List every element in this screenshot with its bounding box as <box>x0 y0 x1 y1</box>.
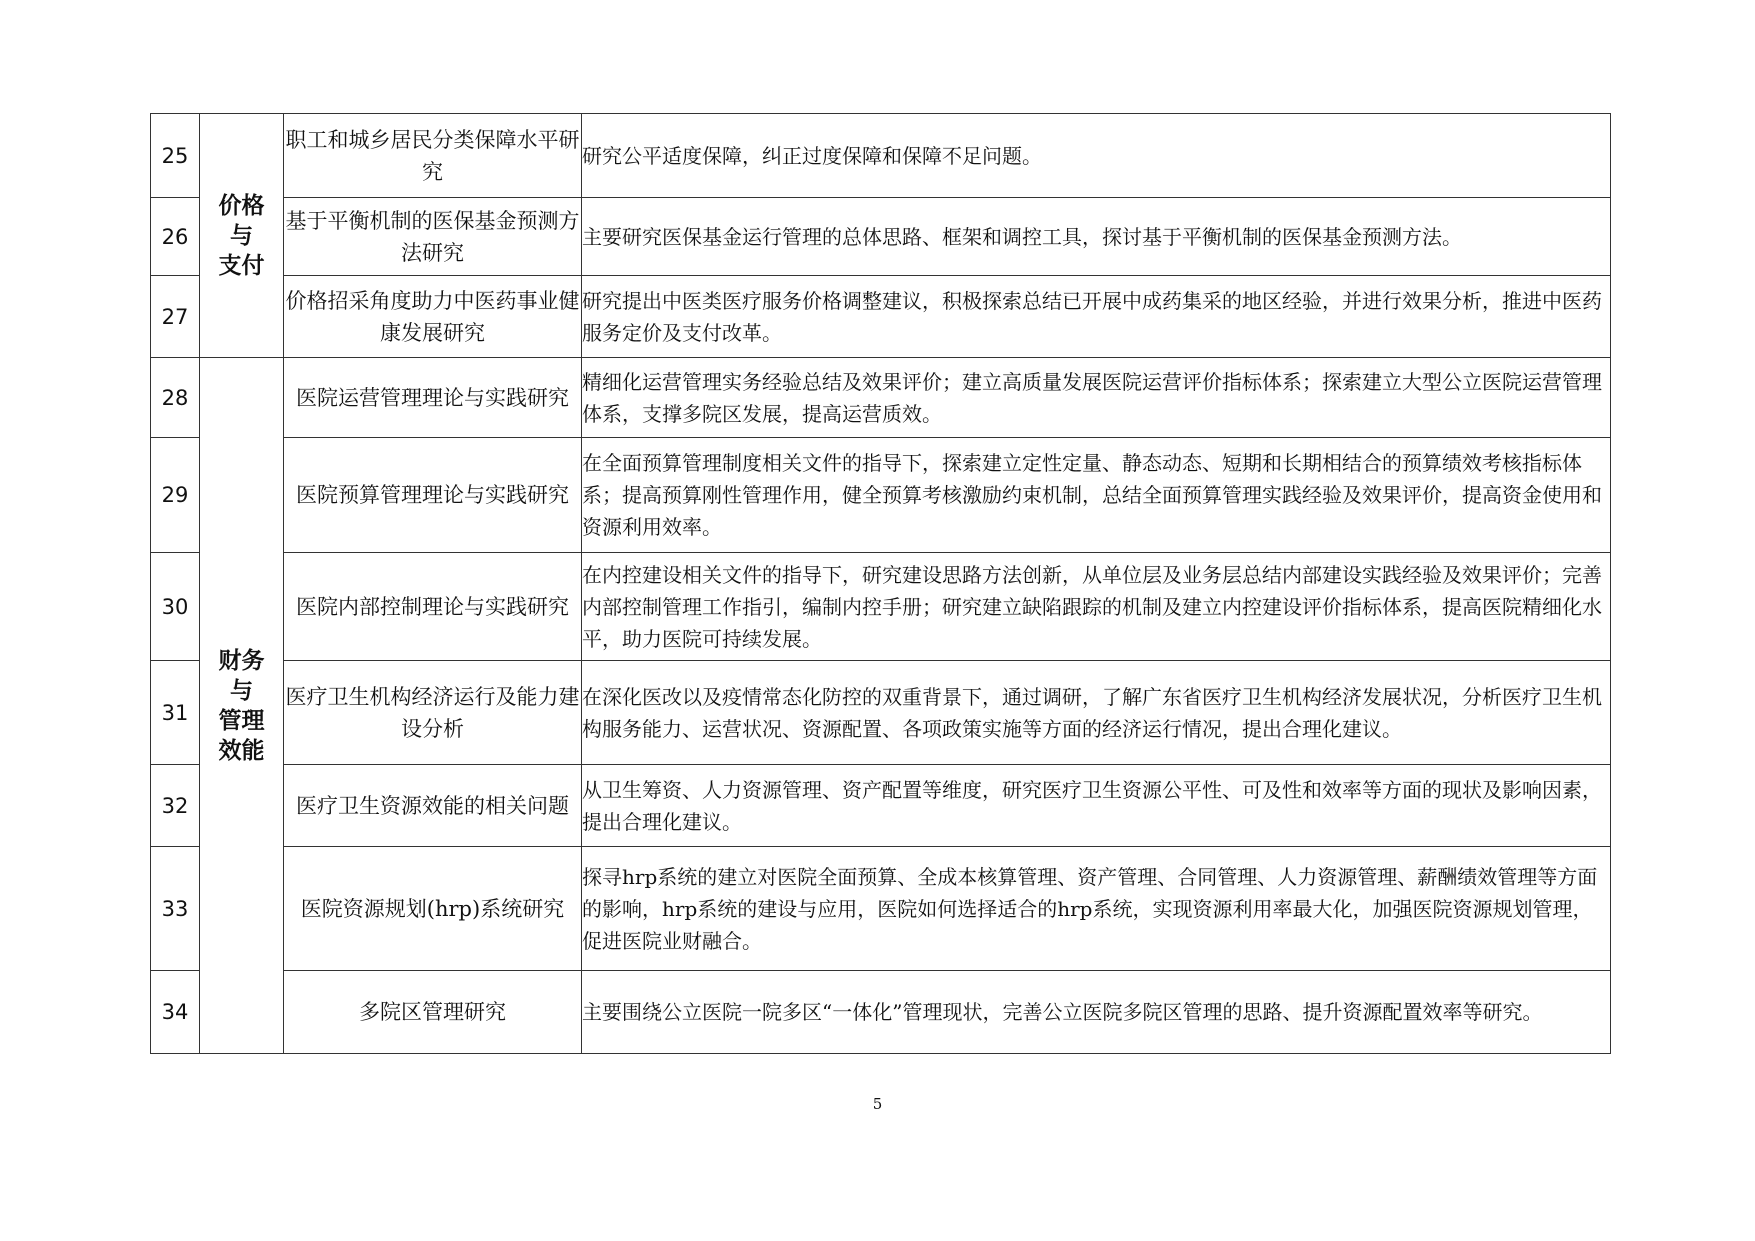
row-number: 26 <box>151 198 200 276</box>
page-number: 5 <box>872 1095 883 1113</box>
description-cell: 从卫生筹资、人力资源管理、资产配置等维度，研究医疗卫生资源公平性、可及性和效率等方面的现状及影响因素，提出合理化建议。 <box>582 765 1611 847</box>
row-number: 25 <box>151 114 200 198</box>
category-line: 效能 <box>218 737 265 764</box>
topic-cell: 基于平衡机制的医保基金预测方法研究 <box>284 198 582 276</box>
topic-cell: 医院运营管理理论与实践研究 <box>284 358 582 438</box>
category-line: 与 <box>230 677 253 704</box>
category-pricing-payment <box>200 114 284 358</box>
description-cell: 在深化医改以及疫情常态化防控的双重背景下，通过调研，了解广东省医疗卫生机构经济发展状况，分析医疗卫生机构服务能力、运营状况、资源配置、各项政策实施等方面的经济运行情况，提出合理化建议。 <box>582 661 1611 765</box>
topic-cell: 多院区管理研究 <box>284 971 582 1054</box>
description-cell: 研究提出中医类医疗服务价格调整建议，积极探索总结已开展中成药集采的地区经验，并进行效果分析，推进中医药服务定价及支付改革。 <box>582 276 1611 358</box>
description-cell: 在全面预算管理制度相关文件的指导下，探索建立定性定量、静态动态、短期和长期相结合的预算绩效考核指标体系；提高预算刚性管理作用，健全预算考核激励约束机制，总结全面预算管理实践经验及效果评价，提高资金使用和资源利用效率。 <box>582 438 1611 553</box>
row-number: 27 <box>151 276 200 358</box>
category-line: 财务 <box>218 647 265 674</box>
description-cell: 主要研究医保基金运行管理的总体思路、框架和调控工具，探讨基于平衡机制的医保基金预测方法。 <box>582 198 1611 276</box>
table-row <box>151 847 1611 971</box>
topic-cell: 职工和城乡居民分类保障水平研究 <box>284 114 582 198</box>
category-line: 支付 <box>218 252 265 279</box>
topic-cell: 医院内部控制理论与实践研究 <box>284 553 582 661</box>
table-row <box>151 438 1611 553</box>
category-line: 与 <box>230 222 253 249</box>
topic-cell: 医疗卫生资源效能的相关问题 <box>284 765 582 847</box>
description-cell: 主要围绕公立医院一院多区“一体化”管理现状，完善公立医院多院区管理的思路、提升资源配置效率等研究。 <box>582 971 1611 1054</box>
description-cell: 探寻hrp系统的建立对医院全面预算、全成本核算管理、资产管理、合同管理、人力资源管理、薪酬绩效管理等方面的影响，hrp系统的建设与应用，医院如何选择适合的hrp系统，实现资源利用率最大化，加强医院资源规划管理，促进医院业财融合。 <box>582 847 1611 971</box>
research-topics-table <box>150 113 1611 1054</box>
topic-cell: 医院资源规划(hrp)系统研究 <box>284 847 582 971</box>
description-cell: 在内控建设相关文件的指导下，研究建设思路方法创新，从单位层及业务层总结内部建设实践经验及效果评价；完善内部控制管理工作指引，编制内控手册；研究建立缺陷跟踪的机制及建立内控建设评价指标体系，提高医院精细化水平，助力医院可持续发展。 <box>582 553 1611 661</box>
category-line: 价格 <box>218 192 265 219</box>
row-number: 34 <box>151 971 200 1054</box>
description-cell: 研究公平适度保障，纠正过度保障和保障不足问题。 <box>582 114 1611 198</box>
topic-cell: 医疗卫生机构经济运行及能力建设分析 <box>284 661 582 765</box>
table-row <box>151 661 1611 765</box>
row-number: 31 <box>151 661 200 765</box>
topic-cell: 医院预算管理理论与实践研究 <box>284 438 582 553</box>
category-finance-management <box>200 358 284 1054</box>
topic-cell: 价格招采角度助力中医药事业健康发展研究 <box>284 276 582 358</box>
table-row <box>151 553 1611 661</box>
row-number: 33 <box>151 847 200 971</box>
row-number: 29 <box>151 438 200 553</box>
table-row <box>151 358 1611 438</box>
table-row <box>151 971 1611 1054</box>
table-row <box>151 114 1611 198</box>
description-cell: 精细化运营管理实务经验总结及效果评价；建立高质量发展医院运营评价指标体系；探索建立大型公立医院运营管理体系，支撑多院区发展，提高运营质效。 <box>582 358 1611 438</box>
table-row <box>151 765 1611 847</box>
row-number: 32 <box>151 765 200 847</box>
category-line: 管理 <box>218 707 265 734</box>
table-row <box>151 276 1611 358</box>
row-number: 30 <box>151 553 200 661</box>
row-number: 28 <box>151 358 200 438</box>
table-row <box>151 198 1611 276</box>
